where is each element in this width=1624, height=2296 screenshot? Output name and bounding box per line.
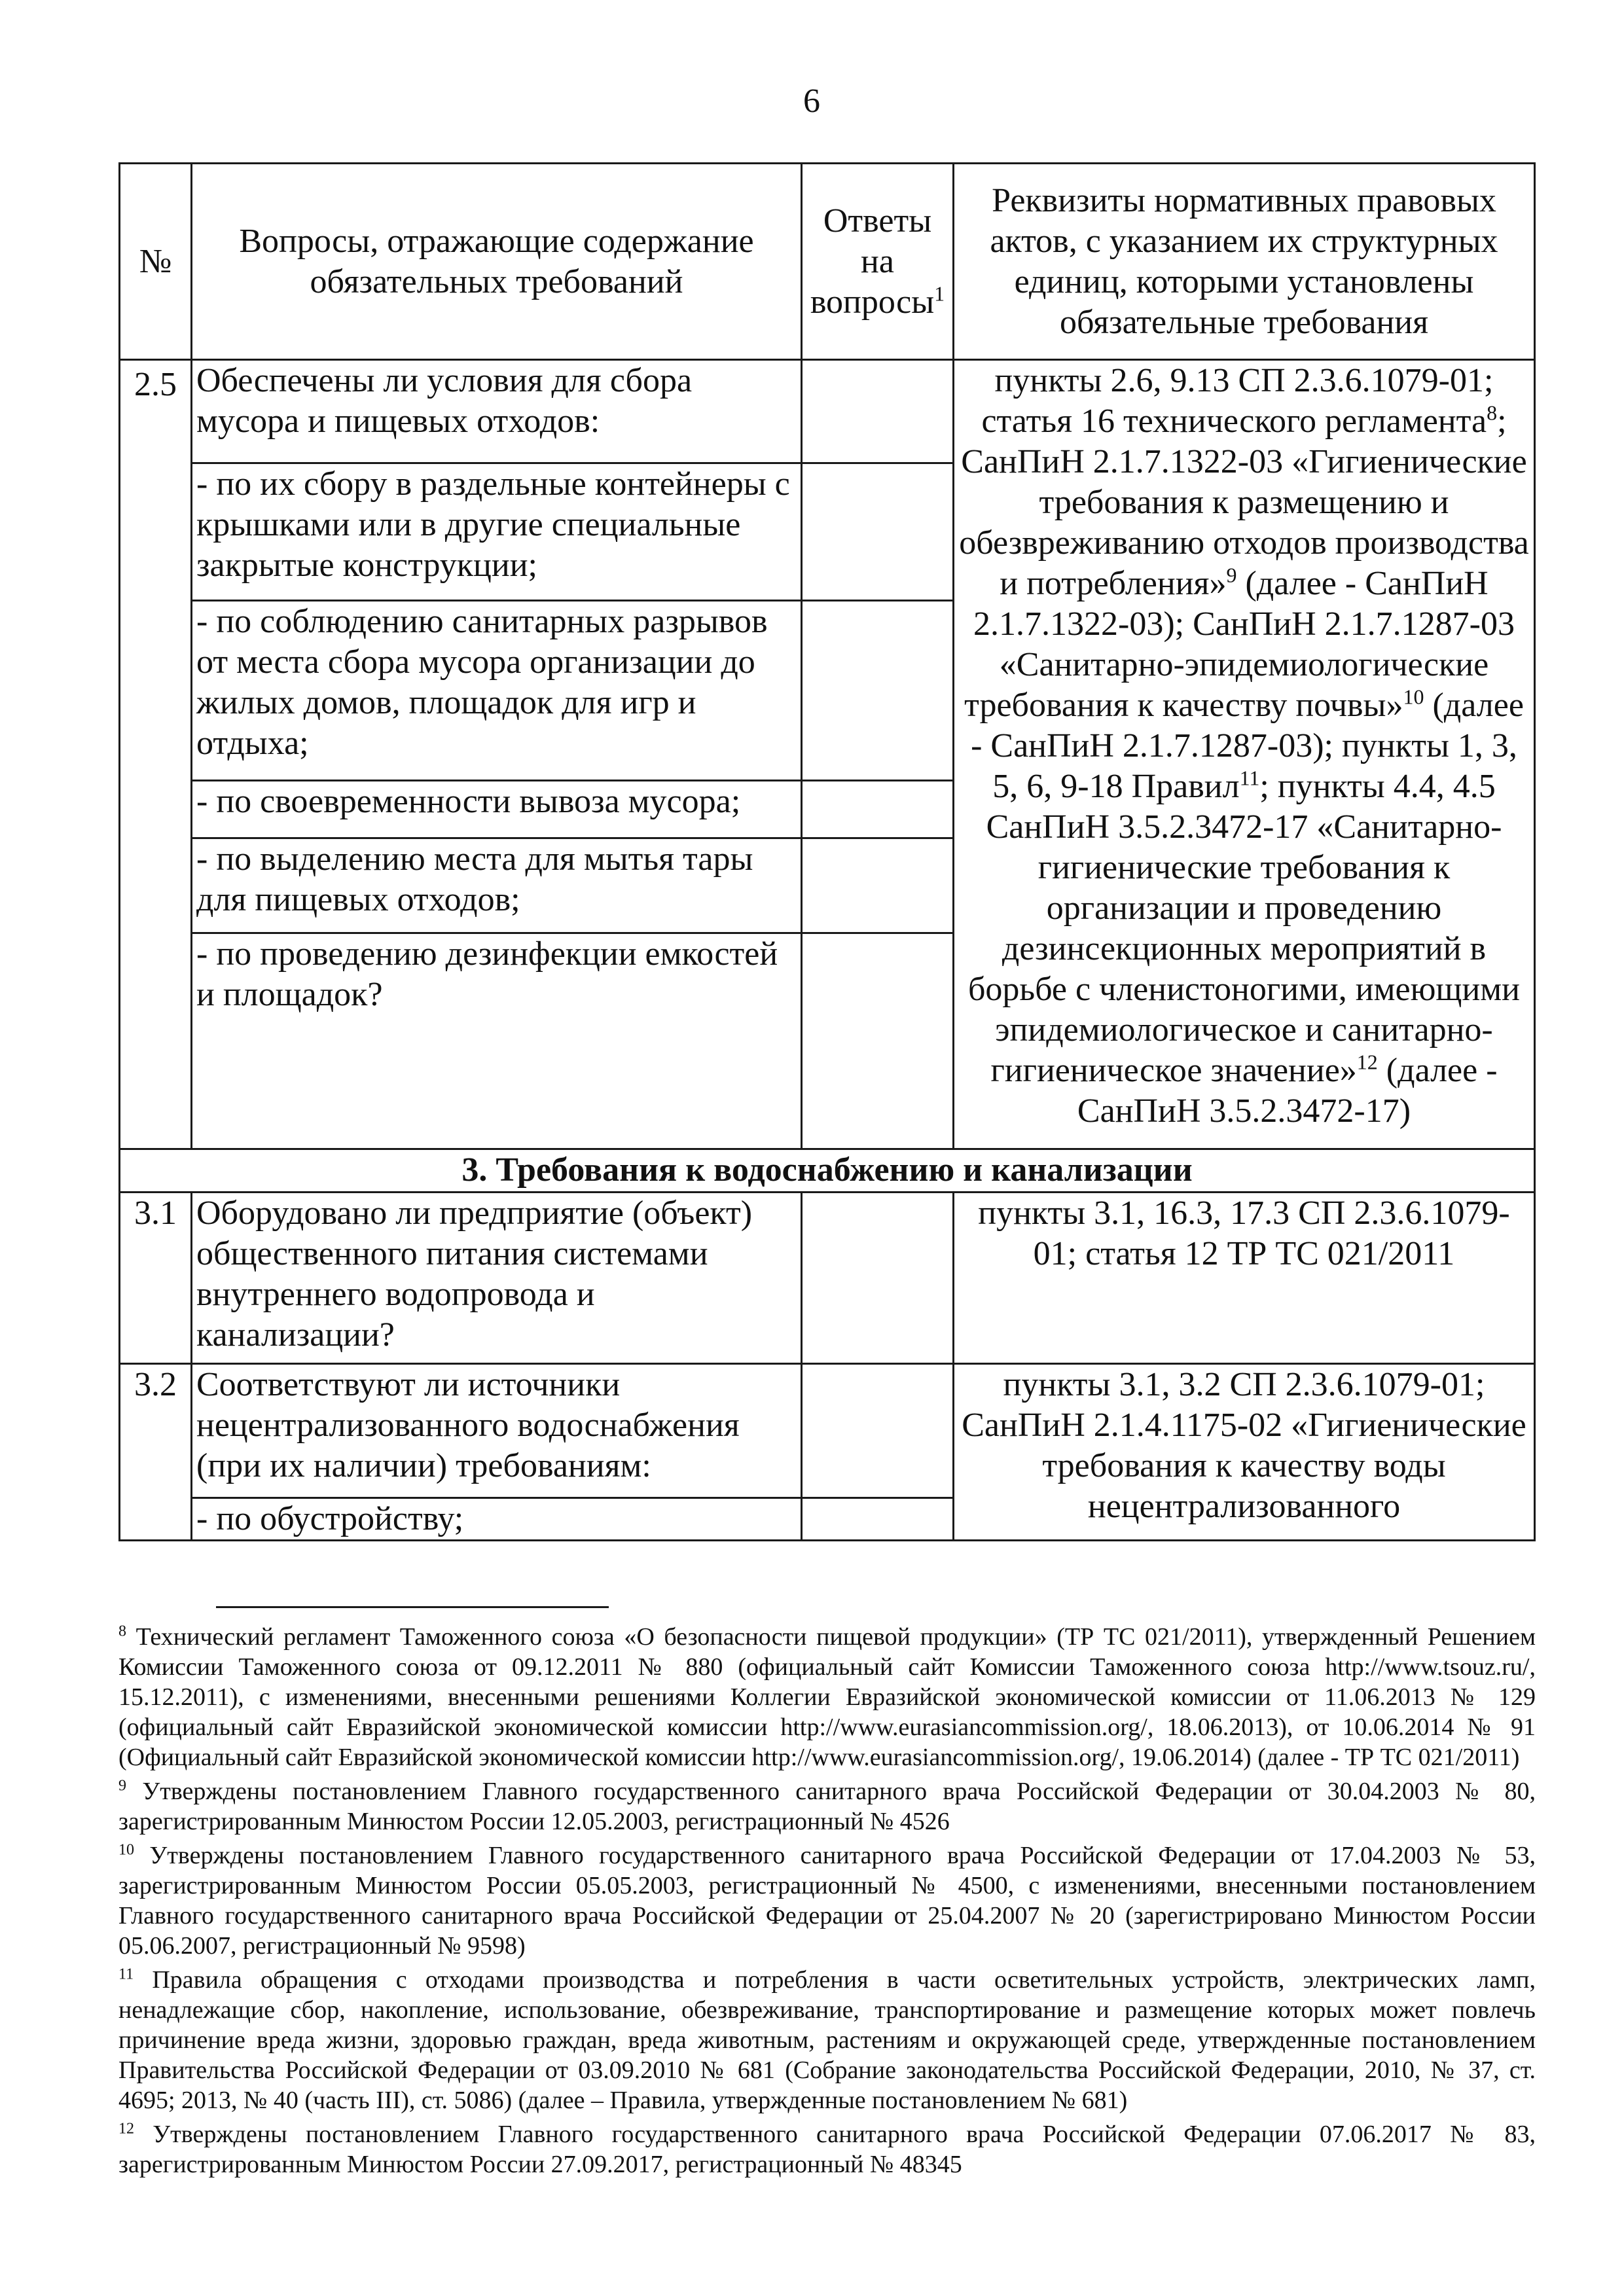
question-cell: Обеспечены ли условия для сбора мусора и пищевых отходов: (192, 360, 802, 463)
question-cell: - по соблюдению санитарных разрывов от места сбора мусора организации до жилых домов, площадок для игр и отдыха; (192, 601, 802, 781)
footnote-ref: 12 (1356, 1050, 1378, 1074)
question-cell: - по обустройству; (192, 1498, 802, 1541)
header-answer (802, 164, 954, 360)
table-header-row (120, 164, 1535, 360)
table-row (120, 360, 1535, 463)
footnote-text: Утверждены постановлением Главного государственного санитарного врача Российской Федерации от 30.04.2003 № 80, зарегистрированным Минюстом России 12.05.2003, регистрационный № 4526 (118, 1778, 1536, 1835)
section-row (120, 1149, 1535, 1193)
footnote (118, 1840, 1536, 1961)
reference-cell: пункты 3.1, 16.3, 17.3 СП 2.3.6.1079-01; статья 12 ТР ТС 021/2011 (954, 1193, 1535, 1364)
reference-text: ; пункты 4.4, 4.5 СанПиН 3.5.2.3472-17 «Санитарно-гигиенические требования к организации и проведению дезинсекционных мероприятий в борьбе с членистоногими, имеющими эпидемиологическое и санитарно-гигиеническое значение» (967, 768, 1521, 1089)
footnote-mark: 12 (118, 2120, 134, 2138)
header-answer-footnote: 1 (934, 281, 945, 306)
answer-cell[interactable] (802, 1193, 954, 1364)
footnote-ref: 9 (1226, 563, 1237, 587)
table-row (120, 1193, 1535, 1364)
header-answer-text: Ответы на вопросы (810, 202, 935, 321)
footnote (118, 1776, 1536, 1837)
header-question: Вопросы, отражающие содержание обязательных требований (192, 164, 802, 360)
answer-cell[interactable] (802, 838, 954, 933)
answer-cell[interactable] (802, 463, 954, 601)
requirements-table (118, 162, 1536, 1541)
reference-cell: пункты 3.1, 3.2 СП 2.3.6.1079-01; СанПиН 2.1.4.1175-02 «Гигиенические требования к качеству воды нецентрализованного (954, 1364, 1535, 1541)
section-heading: 3. Требования к водоснабжению и канализации (120, 1149, 1535, 1193)
footnote-text: Технический регламент Таможенного союза «О безопасности пищевой продукции» (ТР ТС 021/2011), утвержденный Решением Комиссии Таможенного союза от 09.12.2011 № 880 (официальный сайт Комиссии Таможенного союза http://www.tsouz.ru/, 15.12.2011), с изменениями, внесенными решениями Коллегии Евразийской экономической комиссии от 11.06.2013 № 129 (официальный сайт Евразийской экономической комиссии http://www.eurasiancommission.org/, 18.06.2013), от 10.06.2014 № 91 (Официальный сайт Евразийской экономической комиссии http://www.eurasiancommission.org/, 19.06.2014) (далее - ТР ТС 021/2011) (118, 1623, 1536, 1771)
answer-cell[interactable] (802, 933, 954, 1149)
footnote (118, 2119, 1536, 2179)
footnote-text: Утверждены постановлением Главного государственного санитарного врача Российской Федерации от 17.04.2003 № 53, зарегистрированным Минюстом России 05.05.2003, регистрационный № 4500, с изменениями, внесенными постановлением Главного государственного санитарного врача Российской Федерации от 25.04.2007 № 20 (зарегистрировано Минюстом России 05.06.2007, регистрационный № 9598) (118, 1842, 1536, 1960)
header-reference: Реквизиты нормативных правовых актов, с указанием их структурных единиц, которыми установлены обязательные требования (954, 164, 1535, 360)
footnote-text: Утверждены постановлением Главного государственного санитарного врача Российской Федерации 07.06.2017 № 83, зарегистрированным Минюстом России 27.09.2017, регистрационный № 48345 (118, 2121, 1536, 2178)
footnote-mark: 9 (118, 1777, 126, 1795)
row-number: 2.5 (120, 360, 192, 1149)
table-row (120, 1364, 1535, 1498)
footnote-ref: 10 (1403, 685, 1424, 709)
reference-text: ; СанПиН 2.1.7.1322-03 «Гигиенические требования к размещению и обезвреживанию отходов производства и потребления» (959, 403, 1529, 602)
question-cell: Соответствуют ли источники нецентрализованного водоснабжения (при их наличии) требованиям: (192, 1364, 802, 1498)
question-cell: - по проведению дезинфекции емкостей и площадок? (192, 933, 802, 1149)
footnote-mark: 8 (118, 1623, 126, 1640)
question-cell: - по выделению места для мытья тары для пищевых отходов; (192, 838, 802, 933)
header-num: № (120, 164, 192, 360)
reference-text: (далее - СанПиН 2.1.7.1322-03); СанПиН 2.1.7.1287-03 «Санитарно-эпидемиологические требования к качеству почвы» (964, 565, 1515, 724)
footnote-ref: 11 (1239, 766, 1260, 790)
footnote-mark: 10 (118, 1841, 134, 1859)
reference-text: (далее - СанПиН 3.5.2.3472-17) (1077, 1052, 1498, 1130)
footnote-ref: 8 (1487, 401, 1498, 425)
answer-cell[interactable] (802, 601, 954, 781)
footnote (118, 1965, 1536, 2115)
footnote-separator (216, 1606, 609, 1608)
row-number: 3.1 (120, 1193, 192, 1364)
question-cell: - по своевременности вывоза мусора; (192, 781, 802, 838)
reference-cell (954, 360, 1535, 1149)
answer-cell[interactable] (802, 360, 954, 463)
footnotes (118, 1622, 1536, 2183)
question-cell: Оборудовано ли предприятие (объект) общественного питания системами внутреннего водопровода и канализации? (192, 1193, 802, 1364)
footnote-mark: 11 (118, 1965, 134, 1983)
footnote-text: Правила обращения с отходами производства и потребления в части осветительных устройств, электрических ламп, ненадлежащие сбор, накопление, использование, обезвреживание, транспортирование и размещение которых может повлечь причинение вреда жизни, здоровью граждан, вреда животным, растениям и окружающей среде, утвержденные постановлением Правительства Российской Федерации от 03.09.2010 № 681 (Собрание законодательства Российской Федерации, 2010, № 37, ст. 4695; 2013, № 40 (часть III), ст. 5086) (далее – Правила, утвержденные постановлением № 681) (118, 1966, 1536, 2114)
answer-cell[interactable] (802, 781, 954, 838)
row-number: 3.2 (120, 1364, 192, 1541)
page-number: 6 (803, 82, 820, 120)
reference-text: пункты 2.6, 9.13 СП 2.3.6.1079-01; статья 16 технического регламента (981, 362, 1494, 440)
reference-text: (далее - СанПиН 2.1.7.1287-03); пункты 1, 3, 5, 6, 9-18 Правил (971, 687, 1524, 805)
answer-cell[interactable] (802, 1498, 954, 1541)
answer-cell[interactable] (802, 1364, 954, 1498)
footnote (118, 1622, 1536, 1772)
question-cell: - по их сбору в раздельные контейнеры с крышками или в другие специальные закрытые конструкции; (192, 463, 802, 601)
